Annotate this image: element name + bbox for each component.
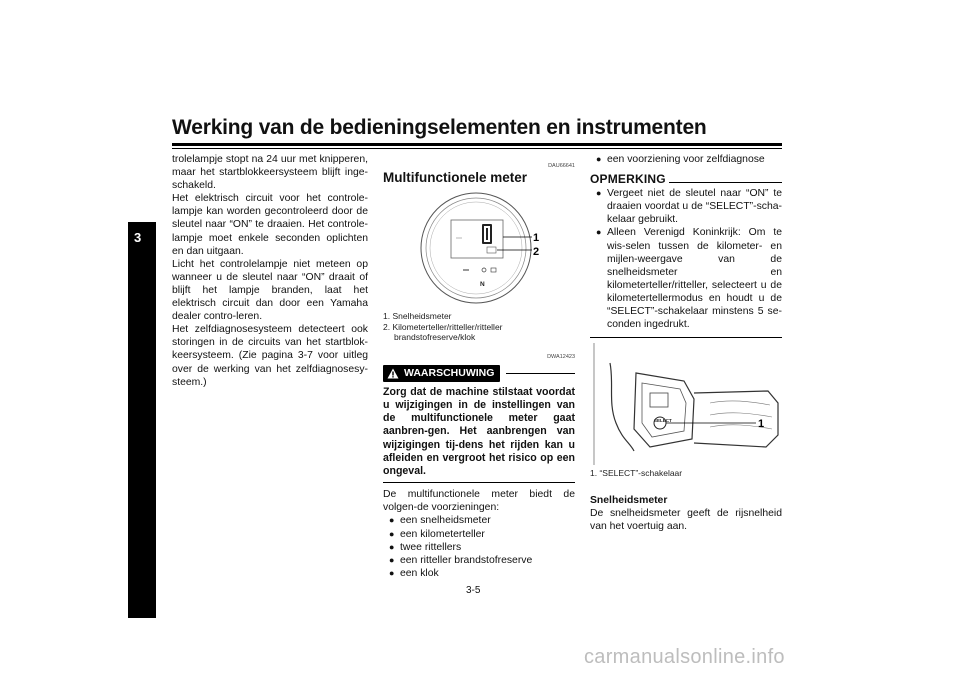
warning-text: Zorg dat de machine stilstaat voordat u wijzigingen in de instellingen van de multifunctionele meter gaat aanbren-gen. Het aanbrengen van wijzigingen tij-dens het rijden kan u afleiden en vergroot het risico op een ongeval. (383, 385, 575, 478)
speedometer-text: De snelheidsmeter geeft de rijsnelheid van het voertuig aan. (590, 507, 782, 532)
watermark: carmanualsonline.info (584, 646, 785, 668)
column-2 (383, 160, 575, 580)
paragraph: Het zelfdiagnosesysteem detecteert ook storingen in de circuits van het startblok-keersysteem. (Zie pagina 3-7 voor uitleg over de werking van het zelfdiagnosesy-steem.) (172, 324, 368, 388)
page-number: 3-5 (466, 585, 481, 596)
list-item: ● een snelheidsmeter (389, 515, 491, 527)
section-code: DAU66641 (548, 163, 575, 169)
warning-rule (506, 373, 575, 374)
select-switch-label: SELECT (654, 418, 672, 424)
note-end-rule (590, 337, 782, 338)
list-item: ● twee rittellers (389, 541, 462, 553)
list-item: ● een voorziening voor zelfdiagnose (596, 154, 765, 165)
column-3 (590, 153, 782, 533)
note-rule (669, 182, 782, 183)
meter-figure (383, 192, 575, 304)
callout-2: 2 (533, 246, 540, 259)
bullet-icon: ● (389, 541, 395, 552)
warning-label: WAARSCHUWING (404, 366, 495, 379)
callout-1: 1 (533, 232, 540, 245)
header-rule-thick (172, 143, 782, 146)
select-figure-caption: 1. “SELECT”-schakelaar (590, 468, 683, 479)
warning-triangle-icon (387, 368, 399, 379)
handlebar-switch-illustration (590, 343, 782, 465)
header-rule-thin (172, 148, 782, 149)
warning-label-box (383, 365, 500, 382)
bullet-icon: ● (389, 515, 395, 526)
page-title: Werking van de bedieningselementen en instrumenten (172, 116, 707, 139)
gear-indicator: N (480, 281, 485, 289)
note-list (590, 187, 782, 331)
list-item: ● een ritteller brandstofreserve (389, 554, 533, 566)
warning-code: DWA12423 (547, 353, 575, 360)
figure-caption-1: 1. Snelheidsmeter (383, 311, 452, 322)
note-header (590, 173, 782, 186)
figure-caption-2-cont: brandstofreserve/klok (394, 332, 476, 343)
select-switch-figure (590, 343, 782, 465)
warning-end-rule (383, 482, 575, 483)
warning-header (383, 365, 575, 382)
bullet-icon: ● (596, 154, 602, 164)
bullet-icon: ● (389, 554, 395, 565)
select-callout-1: 1 (758, 418, 765, 431)
subheading-speedometer: Snelheidsmeter (590, 494, 668, 506)
bullet-icon: ● (596, 227, 602, 238)
note-title: OPMERKING (590, 172, 666, 187)
bullet-icon: ● (389, 528, 395, 539)
list-item: ● een klok (389, 567, 439, 579)
list-item: ● een kilometerteller (389, 528, 485, 540)
meter-illustration (383, 192, 575, 304)
section-heading: Multifunctionele meter (383, 170, 528, 186)
list-item: ● Vergeet niet de sleutel naar “ON” te draaien voordat u de “SELECT”-scha-kelaar gebruikt. (596, 188, 782, 226)
paragraph: trolelampje stopt na 24 uur met knipperen, maar het startblokkeersysteem blijft inge-schakeld. (172, 154, 368, 192)
figure-caption-2: 2. Kilometerteller/ritteller/ritteller (383, 321, 503, 332)
column-1 (172, 153, 368, 389)
list-item: ● Alleen Verenigd Koninkrijk: Om te wis-selen tussen de kilometer- en mijlen-weergave van de snelheidsmeter en kilometerteller/ritteller, selecteert u de kilometertellermodus en houdt u de “SELECT”-schakelaar minstens 5 se-conden ingedrukt. (596, 227, 782, 331)
intro-text: De multifunctionele meter biedt de volgen-de voorzieningen: (383, 489, 575, 514)
paragraph: Het elektrisch circuit voor het controle-lampje kan worden gecontroleerd door de sleutel naar “ON” te draaien. Het controle-lampje moet enkele seconden oplichten en dan uitgaan. (172, 193, 368, 257)
paragraph: Licht het controlelampje niet meteen op wanneer u de sleutel naar “ON” draait of blijft het lampje branden, laat het elektrisch circuit dan door een Yamaha dealer contro-leren. (172, 258, 368, 323)
chapter-tab (128, 222, 156, 618)
bullet-icon: ● (596, 188, 602, 199)
chapter-number: 3 (134, 230, 142, 245)
bullet-icon: ● (389, 567, 395, 578)
feature-list (383, 514, 575, 579)
